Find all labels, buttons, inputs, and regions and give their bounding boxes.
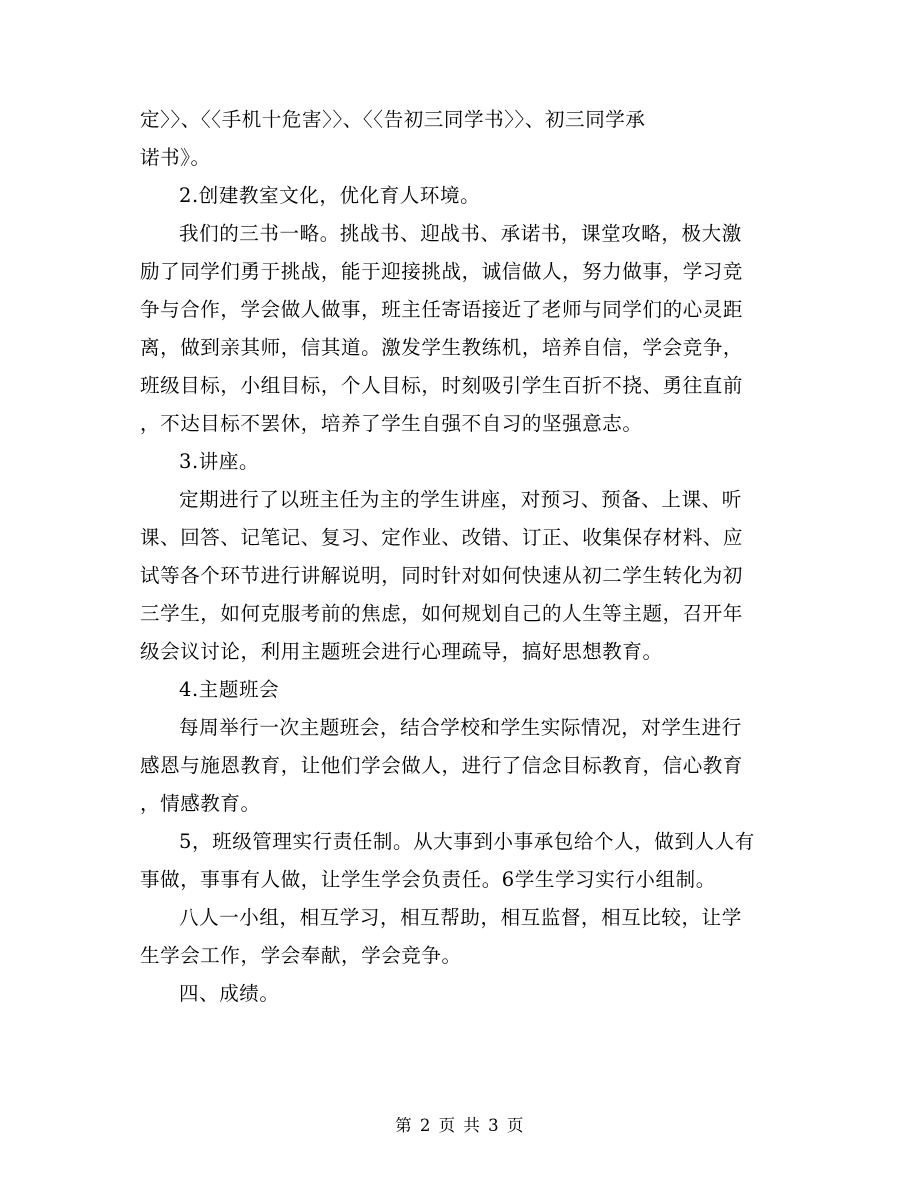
text-line: 课、回答、记笔记、复习、定作业、改错、订正、收集保存材料、应 [140,526,744,549]
text-line: 离，做到亲其师，信其道。激发学生教练机，培养自信，学会竞争， [140,336,744,359]
text-line: 感恩与施恩教育，让他们学会做人，进行了信念目标教育，信心教育 [140,754,744,777]
paragraph-5 [140,481,780,671]
paragraph-9 [140,899,780,975]
text-line: 事做，事事有人做，让学生学会负责任。6学生学习实行小组制。 [140,868,716,891]
text-line: 励了同学们勇于挑战，能于迎接挑战，诚信做人，努力做事，学习竞 [140,260,744,283]
document-body [140,101,780,1013]
paragraph-1 [140,101,780,177]
text-line: 每周举行一次主题班会，结合学校和学生实际情况，对学生进行 [179,716,742,739]
text-line: 试等各个环节进行讲解说明，同时针对如何快速从初二学生转化为初 [140,564,744,587]
section-heading: 四、成绩。 [179,982,280,1005]
text-line: 争与合作，学会做人做事，班主任寄语接近了老师与同学们的心灵距 [140,298,744,321]
text-line: 三学生，如何克服考前的焦虑，如何规划自己的人生等主题，召开年 [140,602,744,625]
text-line: ，情感教育。 [140,792,261,815]
text-line: 班级目标，小组目标，个人目标，时刻吸引学生百折不挠、勇往直前 [140,374,744,397]
text-line: 我们的三书一略。挑战书、迎战书、承诺书，课堂攻略，极大激 [179,222,742,245]
text-line: 定〉〉、〈〈手机十危害〉〉、〈〈告初三同学书〉〉、初三同学承 [140,108,646,131]
text-line: 级会议讨论，利用主题班会进行心理疏导，搞好思想教育。 [140,640,663,663]
paragraph-3 [140,215,780,443]
paragraph-10 [140,975,780,1013]
text-line: 生学会工作，学会奉献，学会竞争。 [140,944,462,967]
paragraph-8 [140,823,780,899]
paragraph-6 [140,671,780,709]
paragraph-4 [140,443,780,481]
section-heading: 3.讲座。 [179,450,260,473]
text-line: 定期进行了以班主任为主的学生讲座，对预习、预备、上课、听 [179,488,742,511]
text-line: ，不达目标不罢休，培养了学生自强不自习的坚强意志。 [140,412,643,435]
paragraph-7 [140,709,780,823]
text-line: 5，班级管理实行责任制。从大事到小事承包给个人，做到人人有 [179,830,755,853]
section-heading: 4.主题班会 [179,678,280,701]
text-line: 诺书》。 [140,146,211,169]
page-number-footer: 第 2 页 共 3 页 [395,1116,525,1135]
paragraph-2 [140,177,780,215]
section-heading: 2.创建教室文化，优化育人环境。 [179,184,481,207]
text-line: 八人一小组，相互学习，相互帮助，相互监督，相互比较，让学 [179,906,742,929]
